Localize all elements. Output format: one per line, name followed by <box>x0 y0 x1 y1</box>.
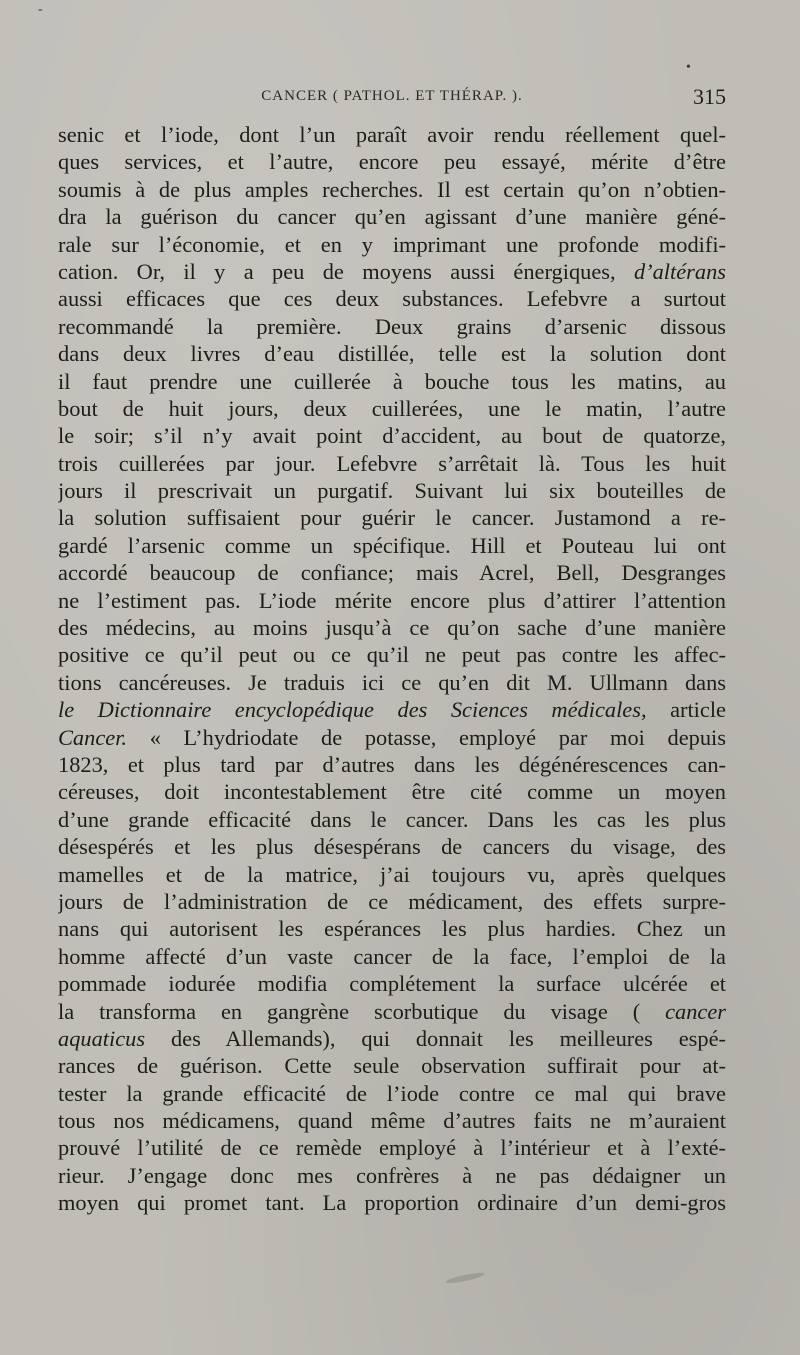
text-line: mamelles et de la matrice, j’ai toujours vu, après quelques <box>58 861 726 887</box>
running-head: CANCER ( PATHOL. ET THÉRAP. ). <box>261 88 523 104</box>
italic-term-alterans: d’altérans <box>633 258 726 284</box>
italic-cancer-aquaticus-2: aquaticus <box>58 1025 146 1051</box>
text-line: recommandé la première. Deux grains d’arsenic dissous <box>58 313 726 339</box>
text-line: tester la grande efficacité de l’iode contre ce mal qui brave <box>58 1080 726 1106</box>
corner-mark-right: • <box>686 60 691 75</box>
text-line: rances de guérison. Cette seule observation suffirait pour at- <box>58 1053 726 1079</box>
text-line: désespérés et les plus désespérans de cancers du visage, des <box>58 834 726 860</box>
text-line: gardé l’arsenic comme un spécifique. Hill et Pouteau lui ont <box>58 532 726 558</box>
italic-cancer-aquaticus-1: cancer <box>665 998 726 1024</box>
text-line: dans deux livres d’eau distillée, telle est la solution dont <box>58 341 726 367</box>
text-line: ne l’estiment pas. L’iode mérite encore plus d’attirer l’attention <box>58 587 726 613</box>
text-line: tions cancéreuses. Je traduis ici ce qu’en dit M. Ullmann dans <box>58 669 726 695</box>
text-line: soumis à de plus amples recherches. Il est certain qu’on n’obtien- <box>58 176 726 202</box>
italic-cancer-word: Cancer. <box>58 724 128 750</box>
text-segment: des Allemands), qui donnait les meilleures espé- <box>145 1025 726 1051</box>
text-segment: la transforma en gangrène scorbutique du visage ( <box>58 998 666 1024</box>
text-line: jours de l’administration de ce médicament, des effets surpre- <box>58 888 726 914</box>
text-line: bout de huit jours, deux cuillerées, une le matin, l’autre <box>58 395 726 421</box>
text-line: positive ce qu’il peut ou ce qu’il ne peut pas contre les affec- <box>58 642 726 668</box>
text-line: la solution suffisaient pour guérir le cancer. Justamond a re- <box>58 505 726 531</box>
ink-smudge <box>445 1271 485 1285</box>
text-line: senic et l’iode, dont l’un paraît avoir rendu réellement quel- <box>58 122 726 147</box>
text-line: des médecins, au moins jusqu’à ce qu’on sache d’une manière <box>58 615 726 641</box>
text-line <box>58 998 726 1025</box>
text-line: dra la guérison du cancer qu’en agissant d’une manière géné- <box>58 204 726 230</box>
text-line <box>58 724 726 751</box>
text-line: ques services, et l’autre, encore peu essayé, mérite d’être <box>58 149 726 175</box>
text-line: trois cuillerées par jour. Lefebvre s’arrêtait là. Tous les huit <box>58 450 726 476</box>
text-line: prouvé l’utilité de ce remède employé à l’intérieur et à l’exté- <box>58 1135 726 1161</box>
text-segment: cation. Or, il y a peu de moyens aussi énergiques, <box>58 258 634 284</box>
text-segment: « L’hydriodate de potasse, employé par moi depuis <box>127 724 726 750</box>
text-line: il faut prendre une cuillerée à bouche tous les matins, au <box>58 368 726 394</box>
text-line: nans qui autorisent les espérances les plus hardies. Chez un <box>58 916 726 942</box>
page-number: 315 <box>693 84 726 109</box>
text-line <box>58 1025 726 1052</box>
text-line: aussi efficaces que ces deux substances. Lefebvre a surtout <box>58 286 726 312</box>
page-header <box>58 84 726 112</box>
text-line: homme affecté d’un vaste cancer de la face, l’emploi de la <box>58 943 726 969</box>
italic-dictionary-title: le Dictionnaire encyclopédique des Sciences médicales, <box>58 697 647 723</box>
text-line: moyen qui promet tant. La proportion ordinaire d’un demi-gros <box>58 1190 726 1216</box>
text-line: d’une grande efficacité dans le cancer. Dans les cas les plus <box>58 806 726 832</box>
text-segment: article <box>646 697 726 723</box>
text-line: 1823, et plus tard par d’autres dans les dégénérescences can- <box>58 751 726 777</box>
text-line: accordé beaucoup de confiance; mais Acrel, Bell, Desgranges <box>58 560 726 586</box>
text-line: jours il prescrivait un purgatif. Suivant lui six bouteilles de <box>58 478 726 504</box>
text-line: pommade iodurée modifia complétement la surface ulcérée et <box>58 971 726 997</box>
body-text <box>58 121 726 1217</box>
text-line: rale sur l’économie, et en y imprimant une profonde modifi- <box>58 231 726 257</box>
text-line: le soir; s’il n’y avait point d’accident, au bout de quatorze, <box>58 423 726 449</box>
text-line: céreuses, doit incontestablement être cité comme un moyen <box>58 779 726 805</box>
corner-mark-left: - <box>38 2 43 17</box>
text-line: rieur. J’engage donc mes confrères à ne pas dédaigner un <box>58 1162 726 1188</box>
text-line <box>58 696 726 723</box>
text-line: tous nos médicamens, quand même d’autres faits ne m’auraient <box>58 1108 726 1134</box>
text-line <box>58 258 726 285</box>
